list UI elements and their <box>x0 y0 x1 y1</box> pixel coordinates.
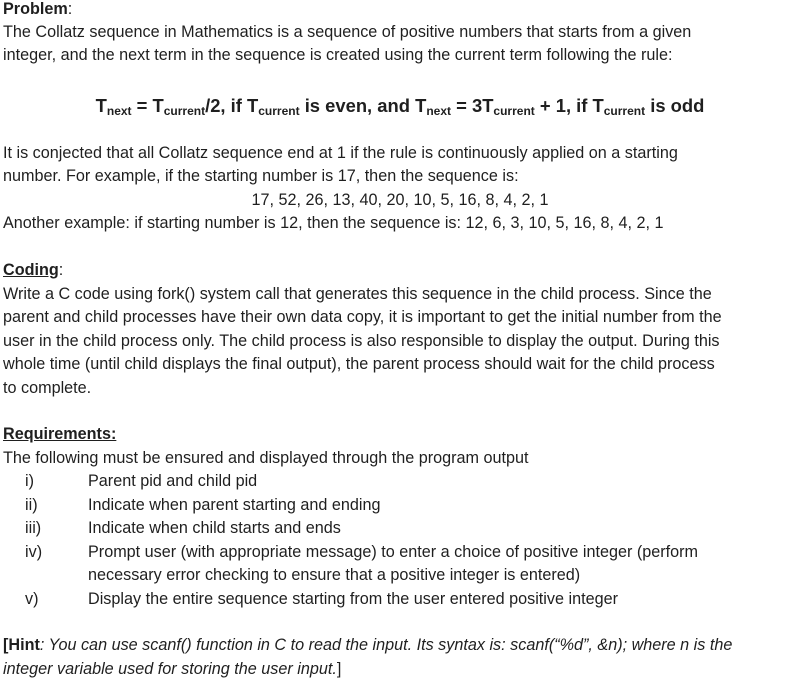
req-item-4: Prompt user (with appropriate message) to enter a choice of positive integer (perform <box>88 543 699 561</box>
req-num-3: iii) <box>25 519 42 537</box>
hint-line-2 <box>3 658 796 681</box>
coding-line-2: parent and child processes have their own data copy, it is important to get the initial number from the <box>3 308 722 326</box>
coding-heading-line <box>3 259 796 282</box>
problem-heading: Problem <box>3 0 68 18</box>
hint-text-1: : You can use scanf() function in C to read the input. Its syntax is: scanf(“%d”, &n); where n is the <box>39 636 733 654</box>
requirements-intro: The following must be ensured and displayed through the program output <box>3 449 529 467</box>
collatz-formula: $T_{next} = T_{current}/2$, if $T_{current}$ is even, and $T_{next} = 3T_{current} + 1$, if $T_{current}$ is odd <box>95 95 705 118</box>
req-item-3: Indicate when child starts and ends <box>88 519 341 537</box>
sequence-17: 17, 52, 26, 13, 40, 20, 10, 5, 16, 8, 4, 2, 1 <box>251 191 549 209</box>
coding-heading-colon: : <box>58 261 64 279</box>
problem-heading-line <box>3 0 796 21</box>
requirements-heading: Requirements: <box>3 425 117 443</box>
req-num-5: v) <box>25 590 39 608</box>
req-item-2: Indicate when parent starting and ending <box>88 496 381 514</box>
hint-close-bracket: ] <box>336 660 342 678</box>
req-item-5: Display the entire sequence starting from the user entered positive integer <box>88 590 618 608</box>
hint-text-2: integer variable used for storing the user input. <box>3 660 337 678</box>
req-num-4: iv) <box>25 543 43 561</box>
problem-intro-line-1: The Collatz sequence in Mathematics is a sequence of positive numbers that starts from a given <box>3 23 692 41</box>
problem-intro-line-2: integer, and the next term in the sequence is created using the current term following the rule: <box>3 46 673 64</box>
coding-line-1: Write a C code using fork() system call that generates this sequence in the child process. Since the <box>3 285 712 303</box>
coding-line-4: whole time (until child displays the final output), the parent process should wait for the child process <box>3 355 715 373</box>
req-item-1: Parent pid and child pid <box>88 472 258 490</box>
coding-heading: Coding <box>3 261 59 279</box>
example-12-line: Another example: if starting number is 12, then the sequence is: 12, 6, 3, 10, 5, 16, 8, 4, 2, 1 <box>3 214 664 232</box>
conjecture-line-1: It is conjected that all Collatz sequence end at 1 if the rule is continuously applied on a starting <box>3 144 678 162</box>
hint-label: Hint <box>8 636 40 654</box>
req-item-4-cont: necessary error checking to ensure that a positive integer is entered) <box>88 566 581 584</box>
coding-line-5: to complete. <box>3 379 92 397</box>
req-num-1: i) <box>25 472 34 490</box>
hint-line-1 <box>3 634 796 657</box>
problem-heading-colon: : <box>67 0 73 18</box>
req-num-2: ii) <box>25 496 38 514</box>
conjecture-line-2: number. For example, if the starting number is 17, then the sequence is: <box>3 167 519 185</box>
coding-line-3: user in the child process only. The child process is also responsible to display the output. During this <box>3 332 720 350</box>
hint-open-bracket: [ <box>3 636 9 654</box>
